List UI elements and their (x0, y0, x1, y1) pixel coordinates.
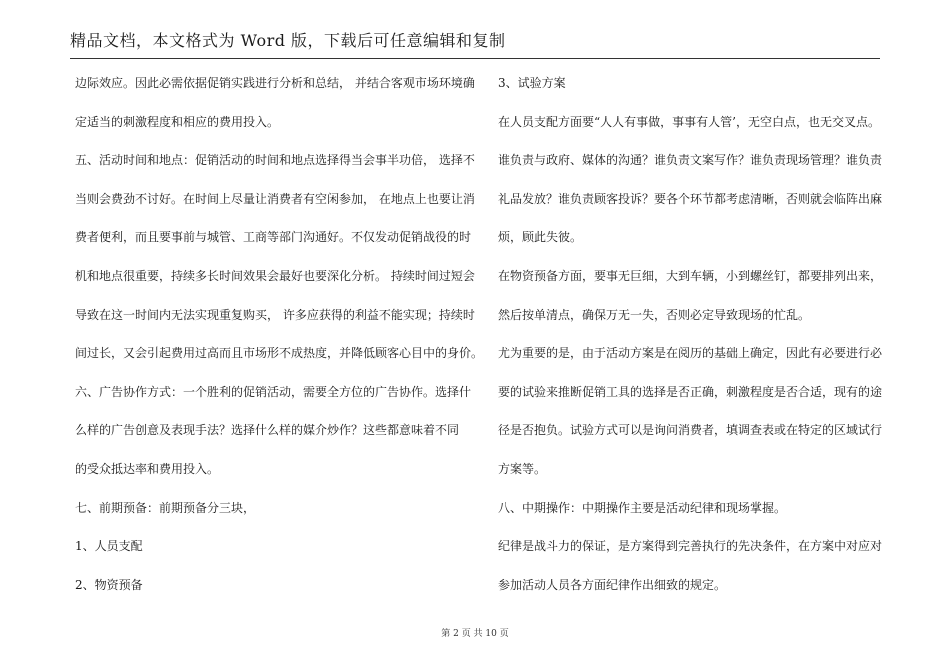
text-line: 2、物资预备 (75, 577, 143, 592)
text-line: 方案等。 (498, 461, 547, 476)
text-line: 谁负责与政府、媒体的沟通？谁负责文案写作？谁负责现场管理？谁负责 (498, 153, 883, 168)
text-line: 礼品发放？谁负责顾客投诉？要各个环节都考虑清晰，否则就会临阵出麻 (498, 191, 883, 206)
text-line: 3、试验方案 (498, 76, 566, 90)
right-text-column (498, 74, 890, 595)
line-spacer (498, 556, 890, 575)
left-text-column (75, 74, 484, 595)
line-spacer (498, 325, 890, 344)
line-spacer (75, 441, 467, 460)
text-line: 六、广告协作方式：一个胜利的促销活动，需要全方位的广告协作。选择什 (75, 384, 472, 399)
text-line: 参加活动人员各方面纪律作出细致的规定。 (498, 577, 727, 592)
text-line: 定适当的刺激程度和相应的费用投入。 (75, 114, 280, 129)
text-line: 要的试验来推断促销工具的选择是否正确，刺激程度是否合适，现有的途 (498, 384, 883, 399)
text-line: 然后按单清点，确保万无一失，否则必定导致现场的忙乱。 (498, 307, 811, 322)
line-spacer (498, 402, 890, 421)
page-header-title: 精品文档，本文格式为 Word 版，下载后可任意编辑和复制 (70, 31, 506, 50)
header-divider (70, 58, 880, 59)
text-line: 在人员支配方面要“人人有事做，事事有人管’，无空白点，也无交叉点。 (498, 114, 880, 129)
line-spacer (498, 248, 890, 267)
text-line: 烦，顾此失彼。 (498, 230, 583, 245)
line-spacer (75, 479, 467, 498)
text-line: 径是否抱负。试验方式可以是询问消费者，填调查表或在特定的区域试行 (498, 423, 883, 438)
line-spacer (498, 363, 890, 382)
text-line: 么样的广告创意及表现手法？选择什么样的媒介炒作？这些都意味着不同 (75, 423, 460, 438)
line-spacer (498, 170, 890, 189)
text-line: 五、活动时间和地点：促销活动的时间和地点选择得当会事半功倍， 选择不 (75, 153, 475, 168)
page-number-footer: 第 2 页 共 10 页 (441, 629, 509, 639)
text-line: 在物资预备方面，要事无巨细，大到车辆，小到螺丝钉，都要排列出来， (498, 268, 883, 283)
text-line: 导致在这一时间内无法实现重复购买， 许多应获得的利益不能实现；持续时 (75, 307, 475, 322)
line-spacer (75, 286, 467, 305)
line-spacer (498, 518, 890, 537)
line-spacer (498, 209, 890, 228)
text-line: 八、中期操作：中期操作主要是活动纪律和现场掌握。 (498, 500, 787, 515)
text-line: 费者便利，而且要事前与城管、工商等部门沟通好。不仅发动促销战役的时 (75, 230, 472, 245)
text-line: 的受众抵达率和费用投入。 (75, 461, 220, 476)
text-line: 边际效应。因此必需依据促销实践进行分析和总结， 并结合客观市场环境确 (75, 76, 475, 90)
text-line: 七、前期预备：前期预备分三块， (75, 500, 256, 515)
line-spacer (498, 441, 890, 460)
line-spacer (75, 556, 467, 575)
line-spacer (75, 363, 467, 382)
text-line: 尤为重要的是，由于活动方案是在阅历的基础上确定，因此有必要进行必 (498, 346, 883, 361)
line-spacer (75, 209, 467, 228)
line-spacer (75, 248, 467, 267)
text-line: 机和地点很重要，持续多长时间效果会最好也要深化分析。 持续时间过短会 (75, 268, 475, 283)
line-spacer (498, 93, 890, 112)
text-line: 1、人员支配 (75, 539, 143, 554)
text-line: 间过长，又会引起费用过高而且市场形不成热度，并降低顾客心目中的身价。 (75, 346, 484, 361)
line-spacer (75, 325, 467, 344)
text-line: 纪律是战斗力的保证，是方案得到完善执行的先决条件，在方案中对应对 (498, 539, 883, 554)
text-line: 当则会费劲不讨好。在时间上尽量让消费者有空闲参加， 在地点上也要让消 (75, 191, 475, 206)
line-spacer (75, 132, 467, 151)
line-spacer (75, 170, 467, 189)
line-spacer (75, 518, 467, 537)
line-spacer (498, 132, 890, 151)
line-spacer (498, 286, 890, 305)
line-spacer (75, 93, 467, 112)
line-spacer (75, 402, 467, 421)
line-spacer (498, 479, 890, 498)
